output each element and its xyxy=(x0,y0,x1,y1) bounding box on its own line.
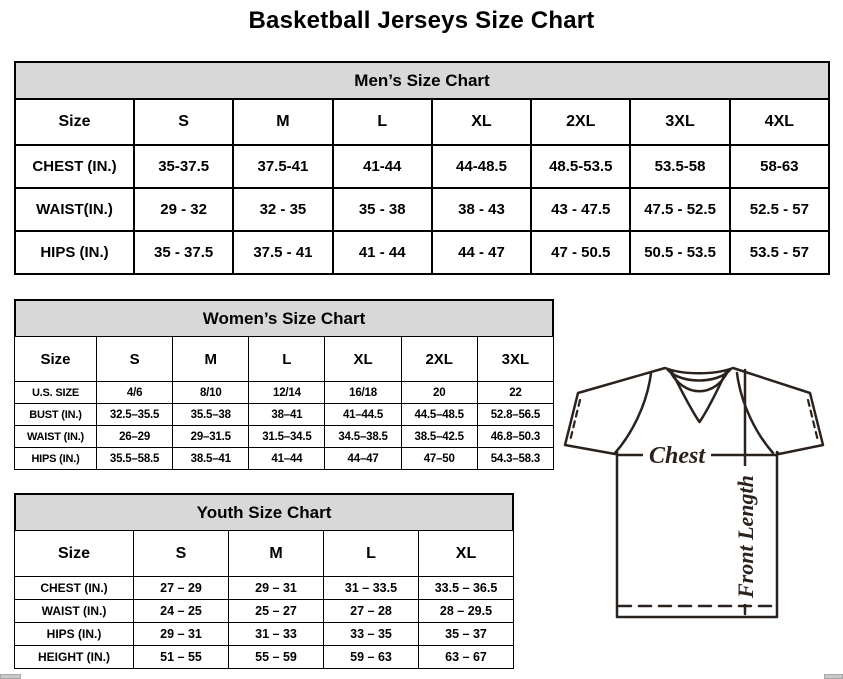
men-cell-1-6: 52.5 - 57 xyxy=(730,188,829,231)
men-cell-2-1: 37.5 - 41 xyxy=(233,231,332,274)
women-cell-2-0: 26–29 xyxy=(97,426,173,448)
horizontal-scrollbar-corner[interactable] xyxy=(824,674,843,679)
women-cell-3-1: 38.5–41 xyxy=(173,448,249,470)
women-cell-3-4: 47–50 xyxy=(401,448,477,470)
women-col-header-2XL: 2XL xyxy=(401,337,477,382)
women-col-header-XL: XL xyxy=(325,337,401,382)
women-row-2 xyxy=(15,426,554,448)
women-col-header-S: S xyxy=(97,337,173,382)
youth-col-header-XL: XL xyxy=(419,531,514,577)
men-cell-1-0: 29 - 32 xyxy=(134,188,233,231)
youth-row-2 xyxy=(15,623,514,646)
women-col-header-M: M xyxy=(173,337,249,382)
youth-cell-3-2: 59 – 63 xyxy=(324,646,419,669)
womens-size-table xyxy=(14,336,554,470)
men-row-label-1: WAIST(IN.) xyxy=(15,188,134,231)
mens-size-table xyxy=(14,98,830,275)
men-cell-0-0: 35-37.5 xyxy=(134,145,233,188)
men-col-header-4XL: 4XL xyxy=(730,99,829,145)
youth-row-label-1: WAIST (IN.) xyxy=(15,600,134,623)
men-cell-0-6: 58-63 xyxy=(730,145,829,188)
womens-chart-title: Women’s Size Chart xyxy=(14,299,554,336)
women-row-label-1: BUST (IN.) xyxy=(15,404,97,426)
women-cell-2-3: 34.5–38.5 xyxy=(325,426,401,448)
youth-chart-title: Youth Size Chart xyxy=(14,493,514,530)
women-cell-0-2: 12/14 xyxy=(249,382,325,404)
jersey-measurement-diagram xyxy=(555,360,833,628)
jersey-diagram-svg xyxy=(555,360,833,628)
men-cell-2-0: 35 - 37.5 xyxy=(134,231,233,274)
men-col-header-3XL: 3XL xyxy=(630,99,729,145)
men-row-1 xyxy=(15,188,829,231)
men-col-header-S: S xyxy=(134,99,233,145)
chest-label: Chest xyxy=(648,443,706,469)
youth-cell-1-3: 28 – 29.5 xyxy=(419,600,514,623)
women-cell-3-5: 54.3–58.3 xyxy=(477,448,553,470)
women-cell-1-1: 35.5–38 xyxy=(173,404,249,426)
men-cell-1-5: 47.5 - 52.5 xyxy=(630,188,729,231)
page-title: Basketball Jerseys Size Chart xyxy=(248,7,595,34)
youth-cell-3-3: 63 – 67 xyxy=(419,646,514,669)
horizontal-scrollbar-thumb[interactable] xyxy=(0,674,21,679)
women-row-label-0: U.S. SIZE xyxy=(15,382,97,404)
women-cell-1-3: 41–44.5 xyxy=(325,404,401,426)
youth-cell-1-1: 25 – 27 xyxy=(229,600,324,623)
women-cell-0-3: 16/18 xyxy=(325,382,401,404)
women-cell-3-0: 35.5–58.5 xyxy=(97,448,173,470)
men-cell-0-4: 48.5-53.5 xyxy=(531,145,630,188)
mens-size-chart-section xyxy=(14,61,830,275)
women-col-header-3XL: 3XL xyxy=(477,337,553,382)
front-length-label: Front Length xyxy=(733,475,758,598)
youth-cell-2-1: 31 – 33 xyxy=(229,623,324,646)
men-cell-0-5: 53.5-58 xyxy=(630,145,729,188)
youth-size-table xyxy=(14,530,514,669)
women-cell-1-4: 44.5–48.5 xyxy=(401,404,477,426)
youth-cell-3-1: 55 – 59 xyxy=(229,646,324,669)
men-columns-row xyxy=(15,99,829,145)
women-cell-2-1: 29–31.5 xyxy=(173,426,249,448)
men-cell-2-4: 47 - 50.5 xyxy=(531,231,630,274)
men-cell-1-3: 38 - 43 xyxy=(432,188,531,231)
men-cell-2-2: 41 - 44 xyxy=(333,231,432,274)
women-cell-3-3: 44–47 xyxy=(325,448,401,470)
women-cell-0-5: 22 xyxy=(477,382,553,404)
youth-cell-2-0: 29 – 31 xyxy=(134,623,229,646)
youth-row-1 xyxy=(15,600,514,623)
women-cell-0-0: 4/6 xyxy=(97,382,173,404)
women-cell-0-4: 20 xyxy=(401,382,477,404)
men-col-header-M: M xyxy=(233,99,332,145)
men-cell-1-1: 32 - 35 xyxy=(233,188,332,231)
youth-size-header: Size xyxy=(15,531,134,577)
jersey-outline xyxy=(565,368,823,617)
youth-row-3 xyxy=(15,646,514,669)
women-row-3 xyxy=(15,448,554,470)
women-cell-0-1: 8/10 xyxy=(173,382,249,404)
women-row-0 xyxy=(15,382,554,404)
youth-cell-2-3: 35 – 37 xyxy=(419,623,514,646)
women-cell-1-2: 38–41 xyxy=(249,404,325,426)
women-size-header: Size xyxy=(15,337,97,382)
mens-chart-title: Men’s Size Chart xyxy=(14,61,830,98)
men-col-header-L: L xyxy=(333,99,432,145)
men-cell-2-3: 44 - 47 xyxy=(432,231,531,274)
youth-cell-0-0: 27 – 29 xyxy=(134,577,229,600)
youth-cell-1-0: 24 – 25 xyxy=(134,600,229,623)
youth-cell-0-3: 33.5 – 36.5 xyxy=(419,577,514,600)
youth-col-header-M: M xyxy=(229,531,324,577)
men-col-header-XL: XL xyxy=(432,99,531,145)
youth-row-label-3: HEIGHT (IN.) xyxy=(15,646,134,669)
youth-row-0 xyxy=(15,577,514,600)
men-cell-2-6: 53.5 - 57 xyxy=(730,231,829,274)
women-columns-row xyxy=(15,337,554,382)
women-cell-2-5: 46.8–50.3 xyxy=(477,426,553,448)
women-row-label-3: HIPS (IN.) xyxy=(15,448,97,470)
women-cell-1-0: 32.5–35.5 xyxy=(97,404,173,426)
youth-col-header-L: L xyxy=(324,531,419,577)
youth-cell-3-0: 51 – 55 xyxy=(134,646,229,669)
men-row-0 xyxy=(15,145,829,188)
women-row-1 xyxy=(15,404,554,426)
men-row-2 xyxy=(15,231,829,274)
women-cell-2-4: 38.5–42.5 xyxy=(401,426,477,448)
women-cell-3-2: 41–44 xyxy=(249,448,325,470)
men-row-label-0: CHEST (IN.) xyxy=(15,145,134,188)
men-col-header-2XL: 2XL xyxy=(531,99,630,145)
men-cell-0-3: 44-48.5 xyxy=(432,145,531,188)
youth-cell-0-1: 29 – 31 xyxy=(229,577,324,600)
men-cell-0-2: 41-44 xyxy=(333,145,432,188)
youth-cell-0-2: 31 – 33.5 xyxy=(324,577,419,600)
women-col-header-L: L xyxy=(249,337,325,382)
youth-col-header-S: S xyxy=(134,531,229,577)
men-cell-1-2: 35 - 38 xyxy=(333,188,432,231)
men-cell-1-4: 43 - 47.5 xyxy=(531,188,630,231)
youth-row-label-0: CHEST (IN.) xyxy=(15,577,134,600)
youth-cell-1-2: 27 – 28 xyxy=(324,600,419,623)
youth-columns-row xyxy=(15,531,514,577)
youth-size-chart-section xyxy=(14,493,514,669)
womens-size-chart-section xyxy=(14,299,554,470)
men-cell-0-1: 37.5-41 xyxy=(233,145,332,188)
youth-cell-2-2: 33 – 35 xyxy=(324,623,419,646)
men-cell-2-5: 50.5 - 53.5 xyxy=(630,231,729,274)
men-size-header: Size xyxy=(15,99,134,145)
women-cell-2-2: 31.5–34.5 xyxy=(249,426,325,448)
youth-row-label-2: HIPS (IN.) xyxy=(15,623,134,646)
women-cell-1-5: 52.8–56.5 xyxy=(477,404,553,426)
women-row-label-2: WAIST (IN.) xyxy=(15,426,97,448)
men-row-label-2: HIPS (IN.) xyxy=(15,231,134,274)
